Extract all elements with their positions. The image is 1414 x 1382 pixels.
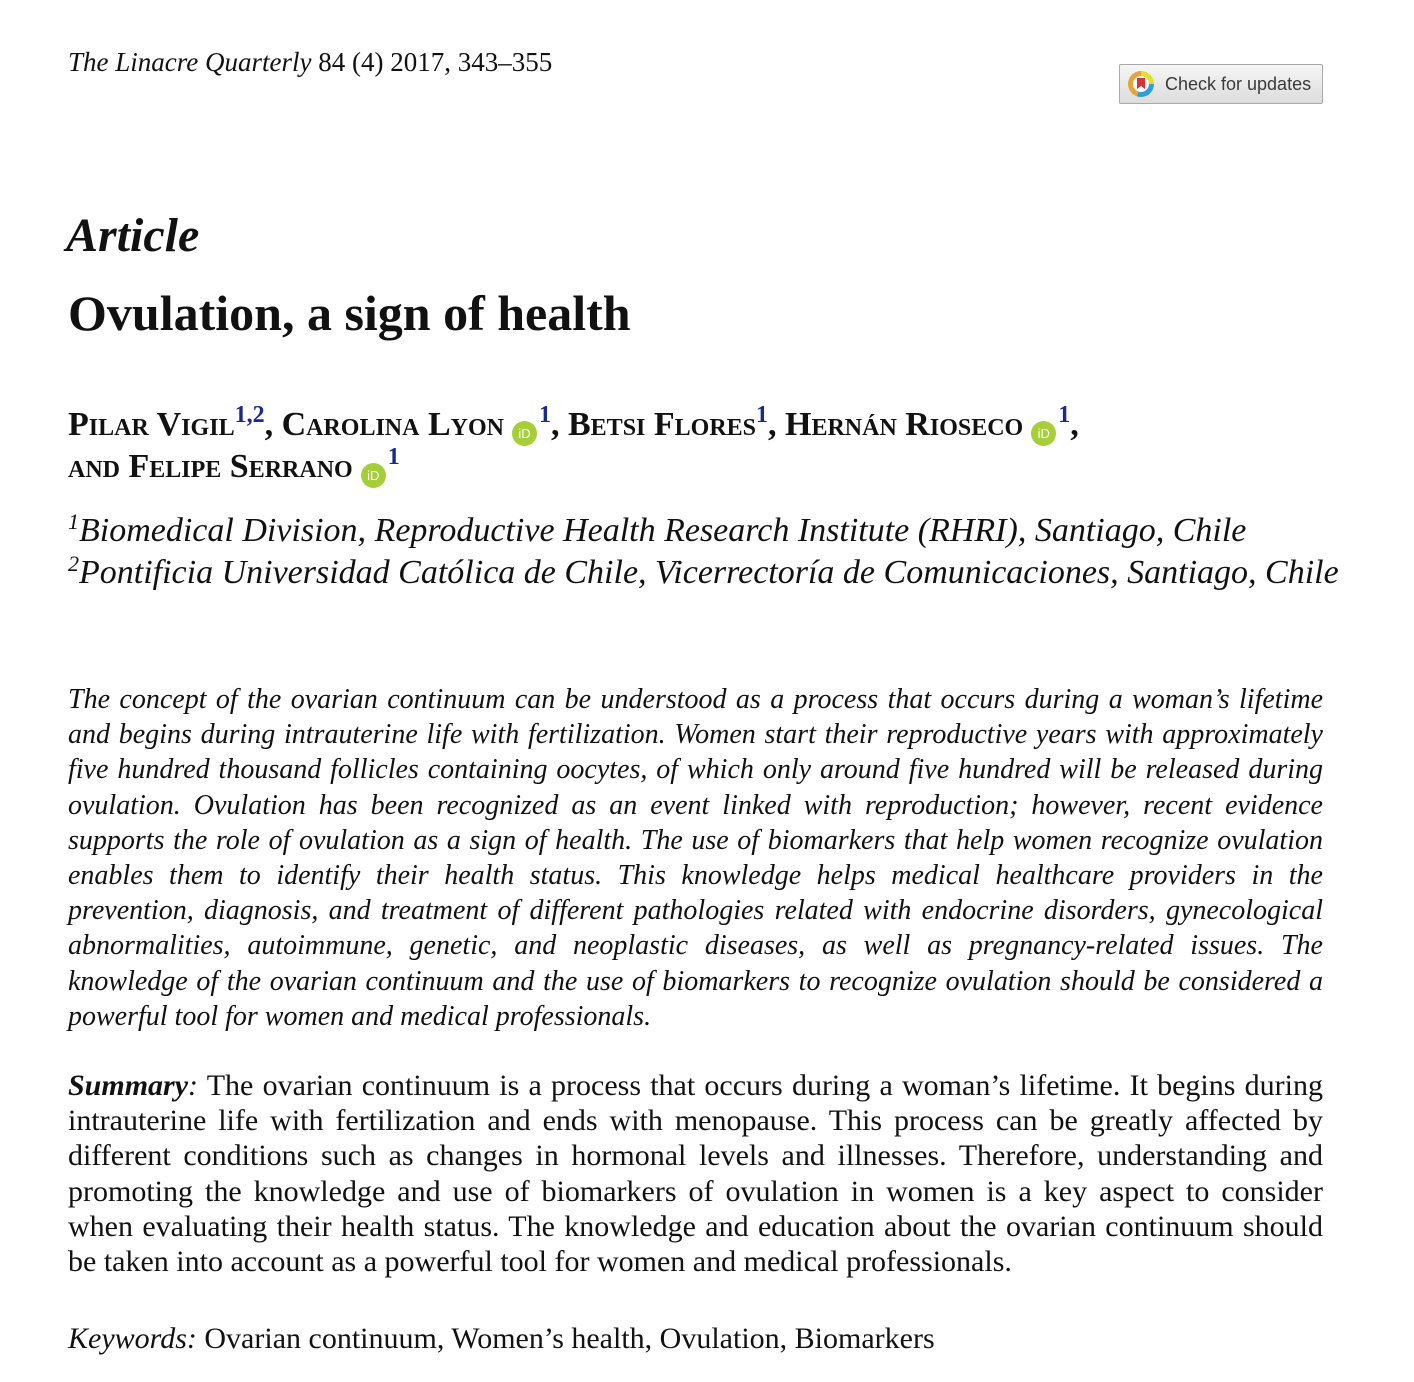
orcid-icon[interactable]	[1031, 421, 1056, 446]
author-name: Carolina Lyon	[281, 406, 504, 443]
article-type: Article	[66, 209, 200, 262]
journal-citation	[68, 44, 552, 80]
affiliation-ref[interactable]: 1,2	[234, 402, 265, 428]
affiliation-marker: 2	[68, 551, 79, 576]
author-name: Hernán Rioseco	[785, 406, 1024, 443]
author-separator: ,	[264, 406, 282, 443]
orcid-icon[interactable]	[361, 463, 386, 488]
abstract-text: The concept of the ovarian continuum can be understood as a process that occurs during a woman’s lifetime and begins during intrauterine life with fertilization. Women start their reproductive years with approximately five hundred thousand follicles containing oocytes, of which only around five hundred will be released during ovulation. Ovulation has been recognized as an event linked with reproduction; however, recent evidence supports the role of ovulation as a sign of health. The use of biomarkers that help women recognize ovulation enables them to identify their health status. This knowledge helps medical healthcare providers in the prevention, diagnosis, and treatment of different pathologies related with endocrine disorders, gynecological abnormalities, autoimmune, genetic, and neoplastic diseases, as well as pregnancy-related issues. The knowledge of the ovarian continuum and the use of biomarkers to recognize ovulation should be considered a powerful tool for women and medical professionals.	[68, 684, 1323, 1032]
summary-paragraph	[68, 1068, 1323, 1279]
affiliation-1	[68, 510, 1368, 552]
affiliation-marker: 1	[68, 509, 79, 534]
keywords-text: Ovarian continuum, Women’s health, Ovulation, Biomarkers	[196, 1322, 935, 1355]
author-name: Betsi Flores	[568, 406, 757, 443]
orcid-icon[interactable]	[512, 421, 537, 446]
crossmark-icon	[1128, 71, 1154, 97]
affiliation-ref[interactable]: 1	[756, 402, 769, 428]
author-conjunction: and	[68, 448, 129, 485]
author-list	[68, 404, 1368, 488]
summary-colon: :	[188, 1069, 199, 1102]
author-separator: ,	[551, 406, 568, 443]
affiliation-2	[68, 552, 1368, 594]
summary-label: Summary	[68, 1069, 189, 1102]
summary-text: The ovarian continuum is a process that occurs during a woman’s lifetime. It begins during intrauterine life with fertilization and ends with menopause. This process can be greatly affected by different conditions such as changes in hormonal levels and illnesses. Therefore, understanding and promoting the knowledge and use of biomarkers of ovulation in women is a key aspect to consider when evaluating their health status. The knowledge and education about the ovarian continuum should be taken into account as a powerful tool for women and medical professionals.	[68, 1069, 1323, 1279]
keywords-line	[68, 1320, 935, 1358]
check-for-updates-button[interactable]	[1119, 64, 1323, 104]
affiliation-text: Pontificia Universidad Católica de Chile, Vicerrectoría de Comunicaciones, Santiago, Chile	[79, 554, 1339, 591]
author-separator: ,	[1070, 406, 1079, 443]
keywords-label: Keywords:	[68, 1322, 197, 1355]
affiliation-ref[interactable]: 1	[539, 402, 551, 428]
author-name: Felipe Serrano	[128, 448, 353, 485]
article-title: Ovulation, a sign of health	[68, 285, 631, 341]
affiliation-text: Biomedical Division, Reproductive Health Research Institute (RHRI), Santiago, Chile	[79, 512, 1247, 549]
check-for-updates-label: Check for updates	[1165, 73, 1312, 94]
author-line-2	[68, 446, 1368, 488]
author-separator: ,	[768, 406, 786, 443]
affiliation-ref[interactable]: 1	[1058, 402, 1071, 428]
author-name: Pilar Vigil	[68, 406, 235, 443]
journal-name: The Linacre Quarterly	[68, 47, 312, 77]
affiliation-ref[interactable]: 1	[387, 444, 400, 470]
journal-volume-pages: 84 (4) 2017, 343–355	[311, 47, 553, 77]
affiliation-list	[68, 510, 1368, 594]
author-line-1	[68, 404, 1368, 446]
